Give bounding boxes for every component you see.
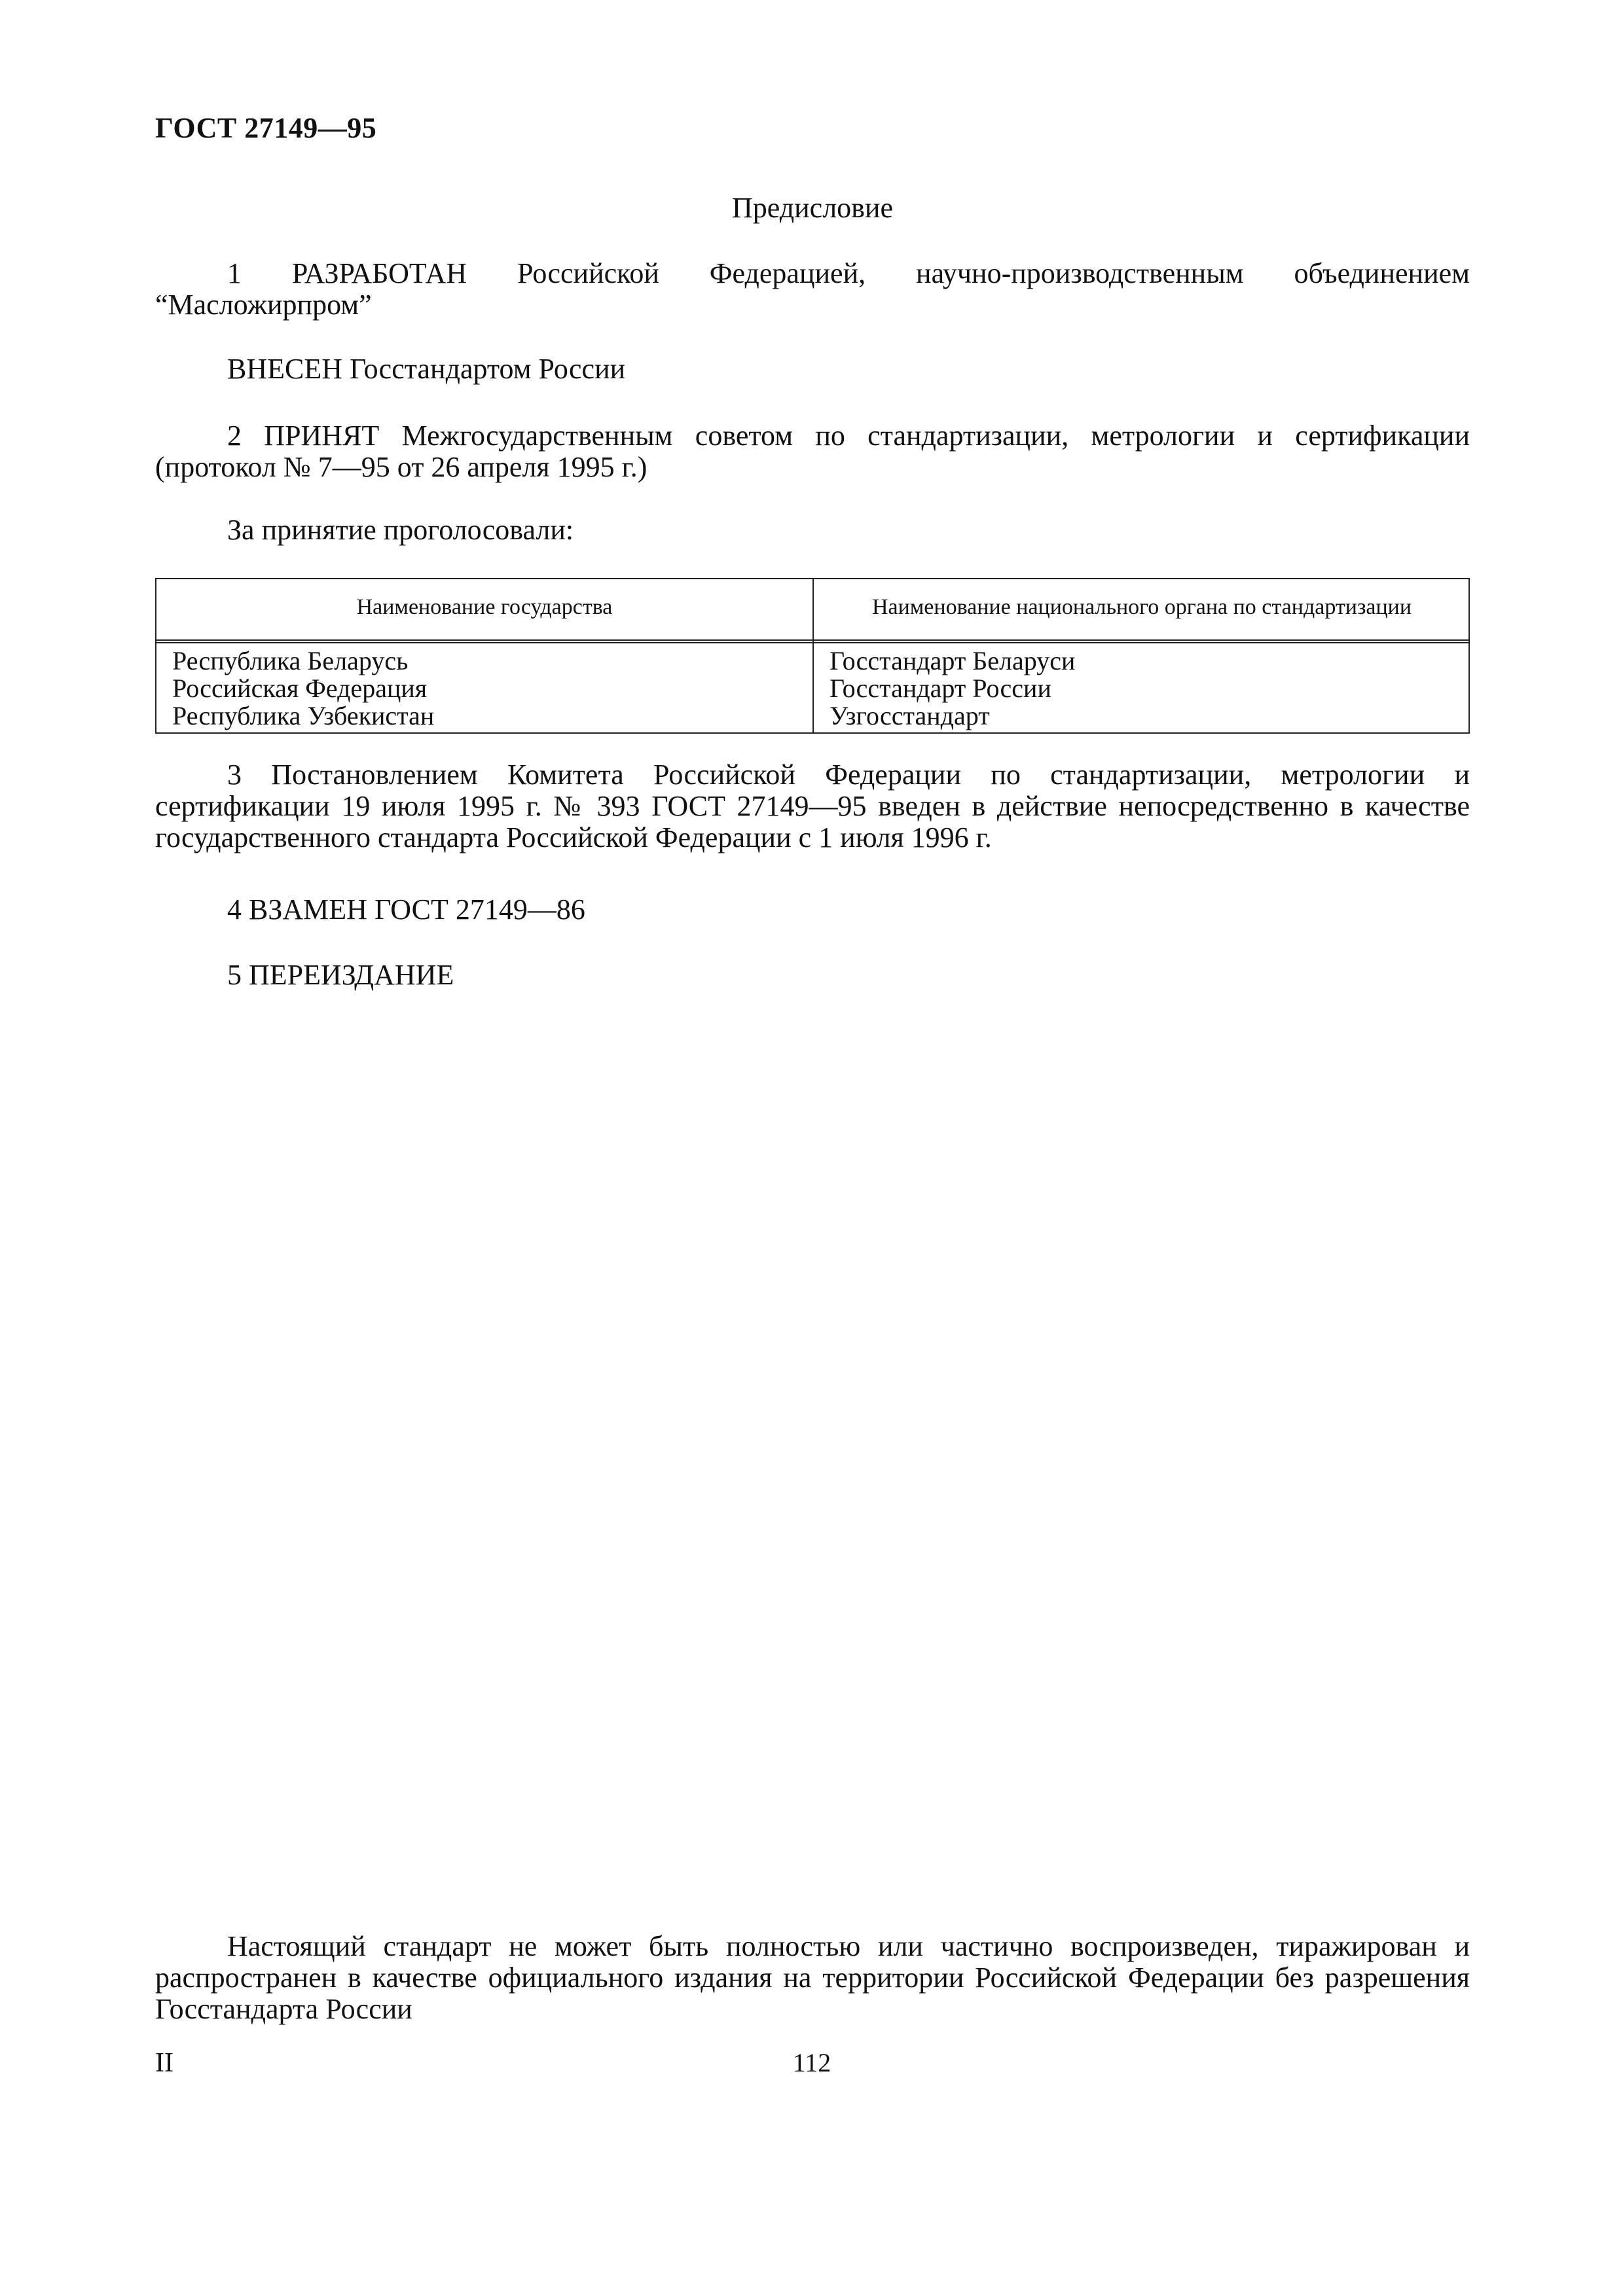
table-header-divider <box>156 639 1468 643</box>
section-title: Предисловие <box>732 192 893 224</box>
preface-introduced: ВНЕСЕН Госстандартом России <box>227 353 626 385</box>
table-cell-authority: Госстандарт России <box>830 673 1051 703</box>
table-cell-authority: Госстандарт Беларуси <box>830 646 1076 675</box>
page-number: 112 <box>792 2048 831 2077</box>
table-cell-state: Республика Узбекистан <box>172 701 435 730</box>
preface-item-4: 4 ВЗАМЕН ГОСТ 27149—86 <box>227 893 585 925</box>
voting-table <box>155 578 1470 734</box>
table-cell-state: Республика Беларусь <box>172 646 409 675</box>
preface-item-1: 1 РАЗРАБОТАН Российской Федерацией, научно-производственным объединением “Масложирпром” <box>155 257 1470 321</box>
table-header-state: Наименование государства <box>356 595 613 619</box>
table-column-authorities <box>830 647 1075 730</box>
table-cell-state: Российская Федерация <box>172 673 428 703</box>
copyright-notice: Настоящий стандарт не может быть полностью или частично воспроизведен, тиражирован и распространен в качестве официального издания на территории Российской Федерации без разрешения Госстандарта России <box>155 1930 1470 2025</box>
preface-item-5: 5 ПЕРЕИЗДАНИЕ <box>227 959 454 991</box>
preface-item-2: 2 ПРИНЯТ Межгосударственным советом по стандартизации, метрологии и сертификации (протокол № 7—95 от 26 апреля 1995 г.) <box>155 420 1470 483</box>
table-header-authority: Наименование национального органа по стандартизации <box>871 595 1412 619</box>
page-roman-numeral: II <box>155 2048 173 2078</box>
preface-item-3: 3 Постановлением Комитета Российской Федерации по стандартизации, метрологии и сертификации 19 июля 1995 г. № 393 ГОСТ 27149—95 введен в действие непосредственно в качестве государственного стандарта Российской Федерации с 1 июля 1996 г. <box>155 759 1470 853</box>
preface-voted-intro: За принятие проголосовали: <box>227 514 574 546</box>
table-cell-authority: Узгосстандарт <box>830 701 990 730</box>
document-code: ГОСТ 27149—95 <box>155 112 377 144</box>
table-column-states <box>172 647 434 730</box>
